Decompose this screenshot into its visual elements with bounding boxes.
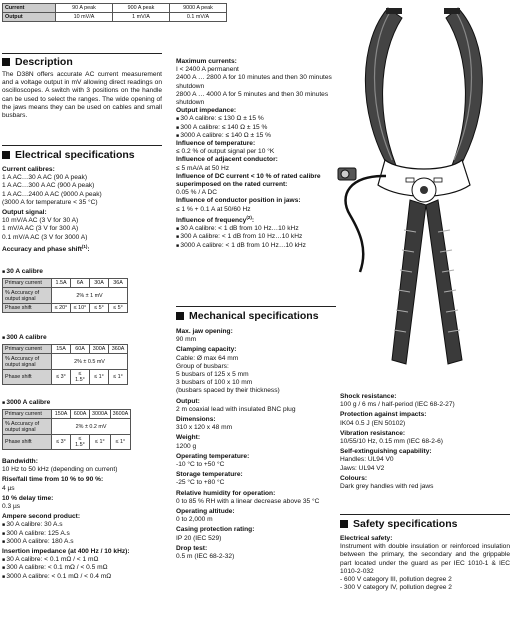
spec-value: -10 °C to +50 °C bbox=[176, 461, 225, 469]
spec-value: Dark grey handles with red jaws bbox=[340, 483, 434, 491]
table-cell: 6A bbox=[71, 279, 90, 288]
calibre-title: ■ 300 A calibre bbox=[2, 334, 128, 342]
spec-label: Clamping capacity: bbox=[176, 346, 237, 354]
table-row bbox=[3, 4, 227, 13]
spec-value: 100 g / 6 ms / half-period (IEC 68-2-27) bbox=[340, 401, 455, 409]
ampere-label: Ampere second product: bbox=[2, 513, 81, 521]
table-cell: 1.5A bbox=[52, 279, 71, 288]
spec-label: Operating temperature: bbox=[176, 452, 250, 460]
safety-heading: Safety specifications bbox=[340, 518, 457, 531]
list-item: ■ 300 A calibre: < 0.1 mΩ / < 0.5 mΩ bbox=[2, 564, 170, 572]
table-cell: 90 A peak bbox=[56, 4, 113, 13]
max-currents-label: Maximum currents: bbox=[176, 58, 237, 65]
list-item: ■ 30 A calibre: 30 A.s bbox=[2, 521, 170, 529]
list-item: 1 A AC…2400 A AC (9000 A peak) bbox=[2, 190, 102, 198]
current-clamp-illustration bbox=[330, 0, 514, 380]
middle-column bbox=[176, 58, 336, 250]
table-row bbox=[3, 410, 131, 419]
table-row bbox=[3, 354, 128, 370]
position-label: Influence of conductor position in jaws: bbox=[176, 197, 301, 205]
insertion-label: Insertion impedance (at 400 Hz / 10 kHz): bbox=[2, 548, 130, 556]
list-item: ■ 3000 A calibre: 180 A.s bbox=[2, 538, 170, 546]
table-row bbox=[3, 13, 227, 22]
accuracy-label: Accuracy and phase shift$^{(1)}$: bbox=[2, 243, 90, 254]
table-row bbox=[3, 288, 128, 304]
spec-value: 5 busbars of 125 x 5 mm bbox=[176, 371, 249, 379]
electrical-lower bbox=[2, 458, 170, 581]
list-item: 10 mV/A AC (3 V for 30 A) bbox=[2, 217, 79, 225]
list-item: ■ 300 A calibre: < 1 dB from 10 Hz…10 kHz bbox=[176, 233, 336, 241]
table-cell: Current bbox=[3, 4, 56, 13]
spec-label: Colours: bbox=[340, 474, 368, 482]
calibre-300a bbox=[2, 334, 128, 385]
calibre-title: ■ 30 A calibre bbox=[2, 268, 128, 276]
top-output-table bbox=[2, 3, 227, 22]
description-heading: Description bbox=[2, 56, 73, 69]
spec-label: Max. jaw opening: bbox=[176, 328, 233, 335]
list-item: 1 A AC…30 A AC (90 A peak) bbox=[2, 174, 88, 182]
list-item: 0.1 mV/A AC (3 V for 3000 A) bbox=[2, 233, 88, 241]
table-cell: % Accuracy of output signal bbox=[3, 354, 52, 370]
spec-value: Jaws: UL94 V2 bbox=[340, 464, 385, 472]
bandwidth-value: 10 Hz to 50 kHz (depending on current) bbox=[2, 466, 118, 474]
list-item: ■ 30 A calibre: < 0.1 mΩ / < 1 mΩ bbox=[2, 556, 170, 564]
table-cell: 15A bbox=[52, 345, 71, 354]
spec-value: 0 to 2,000 m bbox=[176, 516, 213, 524]
list-item: 2400 A … 2800 A for 10 minutes and then 30 minutes shutdown bbox=[176, 74, 332, 90]
table-row bbox=[3, 279, 128, 288]
table-row bbox=[3, 419, 131, 435]
table-cell: % Accuracy of output signal bbox=[3, 419, 52, 435]
spec-value: 2 m coaxial lead with insulated BNC plug bbox=[176, 405, 296, 413]
table-cell: 36A bbox=[109, 279, 128, 288]
spec-value: 0 to 85 % RH with a linear decrease above 35 °C bbox=[176, 497, 320, 505]
table-cell: Output bbox=[3, 13, 56, 22]
rise-value: 4 µs bbox=[2, 484, 15, 492]
spec-value: IK04 0.5 J (EN 50102) bbox=[340, 419, 406, 427]
table-cell: Phase shift bbox=[3, 370, 52, 385]
temperature-value: ≤ 0.2 % of output signal per 10 °K bbox=[176, 148, 275, 156]
spec-label: Self-extinguishing capability: bbox=[340, 448, 432, 456]
list-item: ■ 3000 A calibre: ≤ 140 Ω ± 15 % bbox=[176, 132, 336, 140]
table-cell: ≤ 3° bbox=[52, 370, 71, 385]
list-item: ■ 300 A calibre: ≤ 140 Ω ± 15 % bbox=[176, 124, 336, 132]
spec-value: 0.5 m (IEC 68-2-32) bbox=[176, 553, 235, 561]
list-item: 2800 A … 4000 A for 5 minutes and then 30 minutes shutdown bbox=[176, 90, 329, 107]
list-item: ■ 3000 A calibre: < 1 dB from 10 Hz…10 kHz bbox=[176, 242, 336, 250]
table-cell: ≤ 20° bbox=[52, 304, 71, 313]
table-cell: Primary current bbox=[3, 345, 52, 354]
table-cell: ≤ 1° bbox=[109, 370, 128, 385]
electrical-heading: Electrical specifications bbox=[2, 149, 135, 162]
current-calibres-label: Current calibres: bbox=[2, 166, 55, 173]
output-impedance-label: Output impedance: bbox=[176, 107, 237, 115]
list-item: 1 mV/A AC (3 V for 300 A) bbox=[2, 225, 79, 233]
spec-label: Storage temperature: bbox=[176, 471, 243, 479]
table-cell: 2% ± 0.5 mV bbox=[52, 354, 128, 370]
position-value: ≤ 1 % + 0.1 A at 50/60 Hz bbox=[176, 205, 251, 213]
list-item: ■ 30 A calibre: < 1 dB from 10 Hz…10 kHz bbox=[176, 225, 336, 233]
table-cell: 2% ± 0.2 mV bbox=[52, 419, 131, 435]
table-cell: % Accuracy of output signal bbox=[3, 288, 52, 304]
table-cell: ≤ 3° bbox=[52, 435, 71, 450]
spec-value: 1200 g bbox=[176, 442, 197, 450]
list-item: ■ 30 A calibre: ≤ 130 Ω ± 15 % bbox=[176, 115, 336, 123]
calibre-title: ■ 3000 A calibre bbox=[2, 399, 131, 407]
table-cell: Phase shift bbox=[3, 304, 52, 313]
table-row bbox=[3, 370, 128, 385]
table-cell: ≤ 10° bbox=[71, 304, 90, 313]
rise-label: Rise/fall time from 10 % to 90 %: bbox=[2, 476, 104, 484]
list-item: - 300 V category IV, pollution degree 2 bbox=[340, 584, 452, 592]
delay-value: 0.3 µs bbox=[2, 503, 21, 511]
table-cell: 600A bbox=[71, 410, 90, 419]
table-cell: ≤ 5° bbox=[109, 304, 128, 313]
spec-value: 90 mm bbox=[176, 336, 197, 344]
table-cell: 150A bbox=[52, 410, 71, 419]
right-column bbox=[340, 393, 512, 491]
table-cell: ≤ 1° bbox=[90, 370, 109, 385]
mechanical-list bbox=[176, 328, 336, 561]
dc-label: Influence of DC current < 10 % of rated calibre superimposed on the rated current: bbox=[176, 172, 321, 189]
list-item: 1 A AC…300 A AC (900 A peak) bbox=[2, 182, 95, 190]
table-cell: Primary current bbox=[3, 279, 52, 288]
calibre-table bbox=[2, 409, 131, 450]
safety-section bbox=[340, 535, 510, 592]
mechanical-heading: Mechanical specifications bbox=[176, 310, 319, 323]
spec-value: (busbars spaced by their thickness) bbox=[176, 387, 280, 395]
spec-label: Casing protection rating: bbox=[176, 526, 255, 534]
spec-label: Operating altitude: bbox=[176, 508, 235, 516]
list-item: - 600 V category III, pollution degree 2 bbox=[340, 576, 452, 584]
table-cell: 30A bbox=[90, 279, 109, 288]
table-cell: ≤ 1.5° bbox=[71, 435, 90, 450]
spec-value: -25 °C to +80 °C bbox=[176, 479, 225, 487]
spec-value: 10/55/10 Hz, 0.15 mm (IEC 68-2-6) bbox=[340, 438, 443, 446]
table-cell: 1 mV/A bbox=[113, 13, 170, 22]
spec-label: Drop test: bbox=[176, 544, 208, 552]
spec-value: Group of busbars: bbox=[176, 362, 229, 370]
frequency-label: Influence of frequency$^{(2)}$: bbox=[176, 214, 255, 225]
calibre-table bbox=[2, 344, 128, 385]
table-cell: 3000A bbox=[90, 410, 111, 419]
spec-label: Weight: bbox=[176, 434, 201, 442]
calibre-30a bbox=[2, 268, 128, 313]
table-cell: 60A bbox=[71, 345, 90, 354]
spec-label: Protection against impacts: bbox=[340, 411, 427, 419]
table-row bbox=[3, 304, 128, 313]
spec-label: Shock resistance: bbox=[340, 393, 397, 400]
electrical-column bbox=[2, 166, 167, 254]
list-item: (3000 A for temperature < 35 °C) bbox=[2, 198, 98, 206]
safety-label: Electrical safety: bbox=[340, 535, 393, 542]
table-row bbox=[3, 435, 131, 450]
table-cell: 2% ± 1 mV bbox=[52, 288, 128, 304]
adjacent-value: ≤ 5 mA/A at 50 Hz bbox=[176, 164, 230, 172]
spec-label: Relative humidity for operation: bbox=[176, 489, 276, 497]
table-cell: 360A bbox=[109, 345, 128, 354]
table-cell: 0.1 mV/A bbox=[170, 13, 227, 22]
table-cell: ≤ 5° bbox=[90, 304, 109, 313]
spec-value: 3 busbars of 100 x 10 mm bbox=[176, 379, 253, 387]
table-row bbox=[3, 345, 128, 354]
spec-value: Cable: Ø max 64 mm bbox=[176, 354, 239, 362]
description-text: The D38N offers accurate AC current measurement and a voltage output in mV allowing direct readings on oscilloscopes. A switch with 3 positions on the handle can be used to select the ranges. The wide opening of the jaws means they can be used on cables and small busbars. bbox=[2, 71, 162, 120]
table-cell: Phase shift bbox=[3, 435, 52, 450]
table-cell: ≤ 1° bbox=[90, 435, 111, 450]
safety-text: Instrument with double insulation or reinforced insulation between the primary, the secondary and the grippable part located under the guard as per IEC 1010-1 & IEC 1010-2-032 bbox=[340, 543, 510, 575]
table-cell: 9000 A peak bbox=[170, 4, 227, 13]
adjacent-label: Influence of adjacent conductor: bbox=[176, 156, 278, 164]
table-cell: ≤ 1° bbox=[110, 435, 131, 450]
spec-value: Handles: UL94 V0 bbox=[340, 456, 394, 464]
list-item: ■ 3000 A calibre: < 0.1 mΩ / < 0.4 mΩ bbox=[2, 573, 170, 581]
bandwidth-label: Bandwidth: bbox=[2, 458, 38, 465]
table-cell: 3600A bbox=[110, 410, 131, 419]
calibre-table bbox=[2, 278, 128, 313]
spec-label: Dimensions: bbox=[176, 416, 216, 424]
dc-value: 0.05 % / A DC bbox=[176, 189, 218, 197]
output-signal-label: Output signal: bbox=[2, 209, 47, 217]
table-cell: Primary current bbox=[3, 410, 52, 419]
temperature-label: Influence of temperature: bbox=[176, 140, 256, 148]
spec-label: Output: bbox=[176, 397, 200, 405]
table-cell: 900 A peak bbox=[113, 4, 170, 13]
list-item: I < 2400 A permanent bbox=[176, 66, 239, 74]
spec-label: Vibration resistance: bbox=[340, 429, 406, 437]
delay-label: 10 % delay time: bbox=[2, 494, 54, 502]
table-cell: 10 mV/A bbox=[56, 13, 113, 22]
table-cell: 300A bbox=[90, 345, 109, 354]
table-cell: ≤ 1.5° bbox=[71, 370, 90, 385]
spec-value: IP 20 (IEC 529) bbox=[176, 534, 222, 542]
list-item: ■ 300 A calibre: 125 A.s bbox=[2, 530, 170, 538]
calibre-3000a bbox=[2, 399, 131, 450]
spec-value: 310 x 120 x 48 mm bbox=[176, 424, 233, 432]
